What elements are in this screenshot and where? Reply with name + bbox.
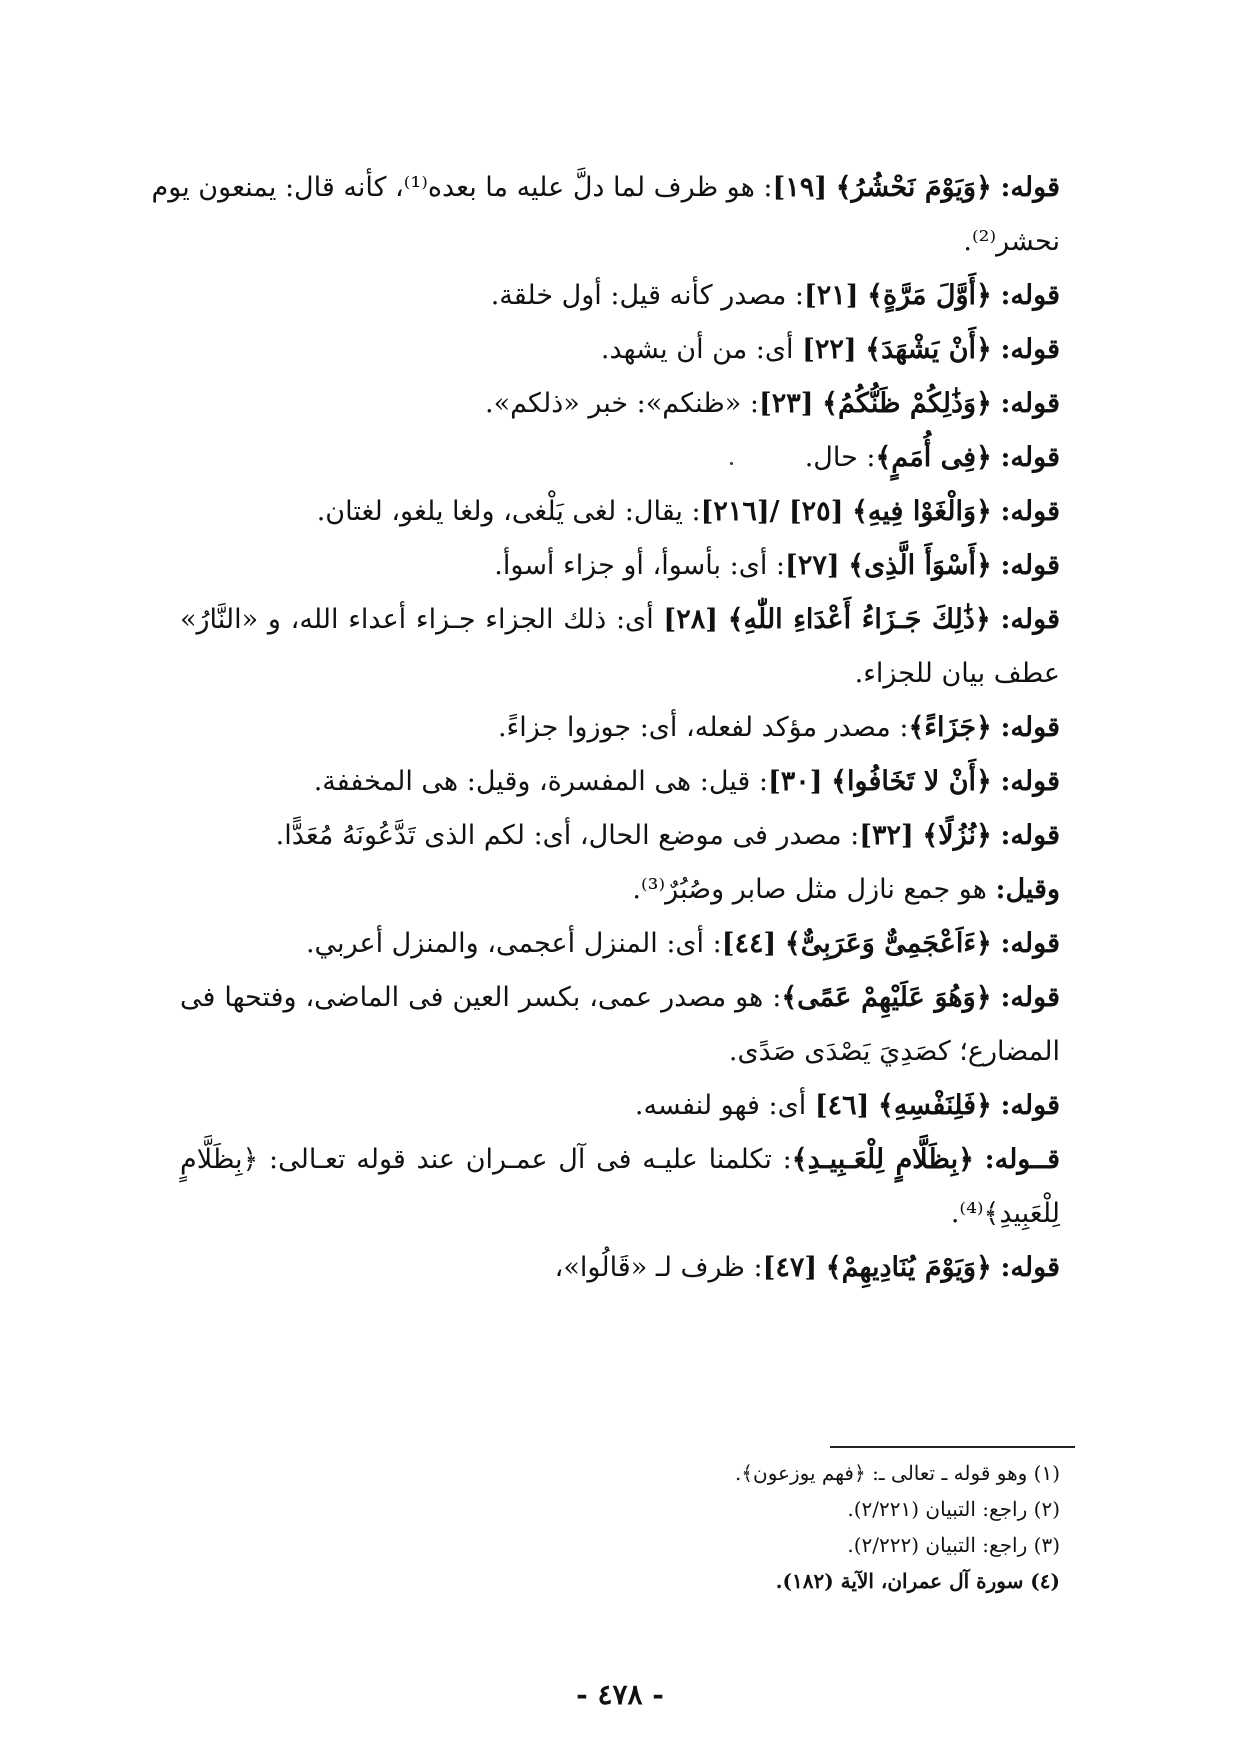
verse-ref: [٢٢] [802,334,857,365]
line-text: : مصدر مؤكد لفعله، أى: جوزوا جزاءً. [497,712,909,743]
line-keyword: قوله: [1000,172,1060,203]
line-keyword: قوله: [1000,280,1060,311]
line-keyword: قوله: [1000,712,1060,743]
text-line [555,1248,1060,1288]
footnote-separator [830,1446,1075,1448]
line-keyword: قوله: [1000,1090,1060,1121]
speck [730,462,733,465]
text-line [601,330,1060,370]
text-line [635,1086,1060,1126]
quran-quote: ﴿بِظَلَّامٍ لِلْعَـبِيـدِ﴾ [791,1144,974,1175]
line-text: : «ظنكم»: خبر «ذلكم». [484,388,759,419]
quran-quote: ﴿وَهُوَ عَلَيْهِمْ عَمًى﴾ [781,982,992,1013]
quran-quote: ﴿جَزَاءً﴾ [908,712,992,743]
line-text: أى: ذلك الجزاء جـزاء أعداء الله، و «النَّارُ» [180,604,664,635]
text-line [306,924,1060,964]
text-line [805,438,1060,478]
line-text: : ظرف لـ «قَالُوا»، [554,1252,763,1283]
text-line [491,276,1060,316]
line-keyword: قوله: [1000,334,1060,365]
line-text: : مصدر فى موضع الحال، أى: لكم الذى تَدَّعُونَهُ مُعَدًّا. [275,820,860,851]
line-keyword: وقيل: [995,874,1060,905]
text-line [180,978,1060,1018]
line-keyword: قوله: [1000,442,1060,473]
text-line [855,654,1060,694]
line-keyword: قوله: [1000,496,1060,527]
verse-ref: [٢٨] [663,604,718,635]
quran-quote: ﴿ذَٰلِكَ جَـزَاءُ أَعْدَاءِ اللّٰهِ﴾ [727,604,991,635]
line-text: المضارع؛ كصَدِيَ يَصْدَى صَدًى. [728,1036,1060,1067]
line-text: : تكلمنا عليـه فى آل عمـران عند قوله تعـالى: ﴿بِظَلَّامٍ [180,1144,792,1175]
line-text: : حال. [804,442,876,473]
line-text: : هو مصدر عمى، بكسر العين فى الماضى، وفتحها فى [180,982,782,1013]
quran-quote: ﴿وَالْغَوْا فِيهِ﴾ [852,496,992,527]
text-line [729,1032,1060,1072]
text-line [317,492,1060,532]
footnote-2: (٢) راجع: التبيان (٢/٢٢١). [847,1497,1060,1521]
text-line [180,600,1060,640]
line-text: : يقال: لغى يَلْغى، ولغا يلغو، لغتان. [316,496,701,527]
line-keyword: قوله: [1000,550,1060,581]
line-keyword: قوله: [1000,928,1060,959]
line-text: : أى: المنزل أعجمى، والمنزل أعربي. [305,928,722,959]
verse-ref: [٤٧] [762,1252,818,1283]
text-line [180,1140,1060,1180]
text-line [963,222,1060,262]
verse-ref: [٢٥] /[٢١٦] [700,496,844,527]
quran-quote: ﴿أَنْ لا تَخَافُوا﴾ [831,766,992,797]
quran-quote: ﴿فِى أُمَمٍ﴾ [875,442,992,473]
quran-quote: ﴿فَلِنَفْسِهِ﴾ [878,1090,992,1121]
line-text: نحشر⁽²⁾. [963,226,1060,257]
quran-quote: ﴿وَيَوْمَ نَحْشُرُ﴾ [835,172,992,203]
line-keyword: قوله: [1000,982,1060,1013]
verse-ref: [٣٢] [859,820,914,851]
verse-ref: [٣٠] [768,766,823,797]
line-keyword: قوله: [1000,766,1060,797]
line-text: عطف بيان للجزاء. [854,658,1060,689]
text-line [632,870,1060,910]
line-keyword: قوله: [1000,388,1060,419]
text-line [151,168,1060,208]
line-text: : قيل: هى المفسرة، وقيل: هى المخففة. [313,766,768,797]
line-text: لِلْعَبِيدِ﴾⁽⁴⁾. [950,1198,1060,1229]
page-number: - ٤٧٨ - [576,1678,664,1711]
quran-quote: ﴿أَسْوَأَ الَّذِى﴾ [848,550,992,581]
text-line [498,708,1060,748]
text-line [276,816,1060,856]
line-text: هو جمع نازل مثل صابر وصُبُرٌ⁽³⁾. [632,874,996,905]
quran-quote: ﴿أَوَّلَ مَرَّةٍ﴾ [867,280,992,311]
text-line [951,1194,1060,1234]
verse-ref: [٢١] [803,280,859,311]
quran-quote: ﴿ءَاَعْجَمِىٌّ وَعَرَبِىٌّ﴾ [784,928,992,959]
line-text: : أى: بأسوأ، أو جزاء أسوأ. [494,550,786,581]
footnote-4: (٤) سورة آل عمران، الآية (١٨٢). [775,1569,1060,1593]
line-keyword: قوله: [1000,820,1060,851]
text-line [494,546,1060,586]
quran-quote: ﴿أَنْ يَشْهَدَ﴾ [865,334,992,365]
verse-ref: [٢٧] [785,550,840,581]
verse-ref: [٤٤] [721,928,777,959]
verse-ref: [١٩] [772,172,828,203]
verse-ref: [٢٣] [758,388,814,419]
quran-quote: ﴿وَيَوْمَ يُنَادِيهِمْ﴾ [825,1252,992,1283]
line-keyword: قوله: [1000,604,1060,635]
line-keyword: قوله: [1000,1252,1060,1283]
text-line [485,384,1060,424]
line-keyword: قــوله: [984,1144,1060,1175]
verse-ref: [٤٦] [814,1090,870,1121]
footnote-1: (١) وهو قوله ـ تعالى ـ: ﴿فهم يوزعون﴾. [734,1461,1060,1485]
line-text: أى: من أن يشهد. [600,334,803,365]
line-text: : مصدر كأنه قيل: أول خلقة. [490,280,804,311]
line-text: : هو ظرف لما دلَّ عليه ما بعده⁽¹⁾، كأنه قال: يمنعون يوم [151,172,773,203]
quran-quote: ﴿وَذَٰلِكُمْ ظَنُّكُمُ﴾ [822,388,992,419]
footnote-3: (٣) راجع: التبيان (٢/٢٢٢). [847,1533,1060,1557]
line-text: أى: فهو لنفسه. [634,1090,815,1121]
text-line [314,762,1060,802]
quran-quote: ﴿نُزُلًا﴾ [922,820,992,851]
